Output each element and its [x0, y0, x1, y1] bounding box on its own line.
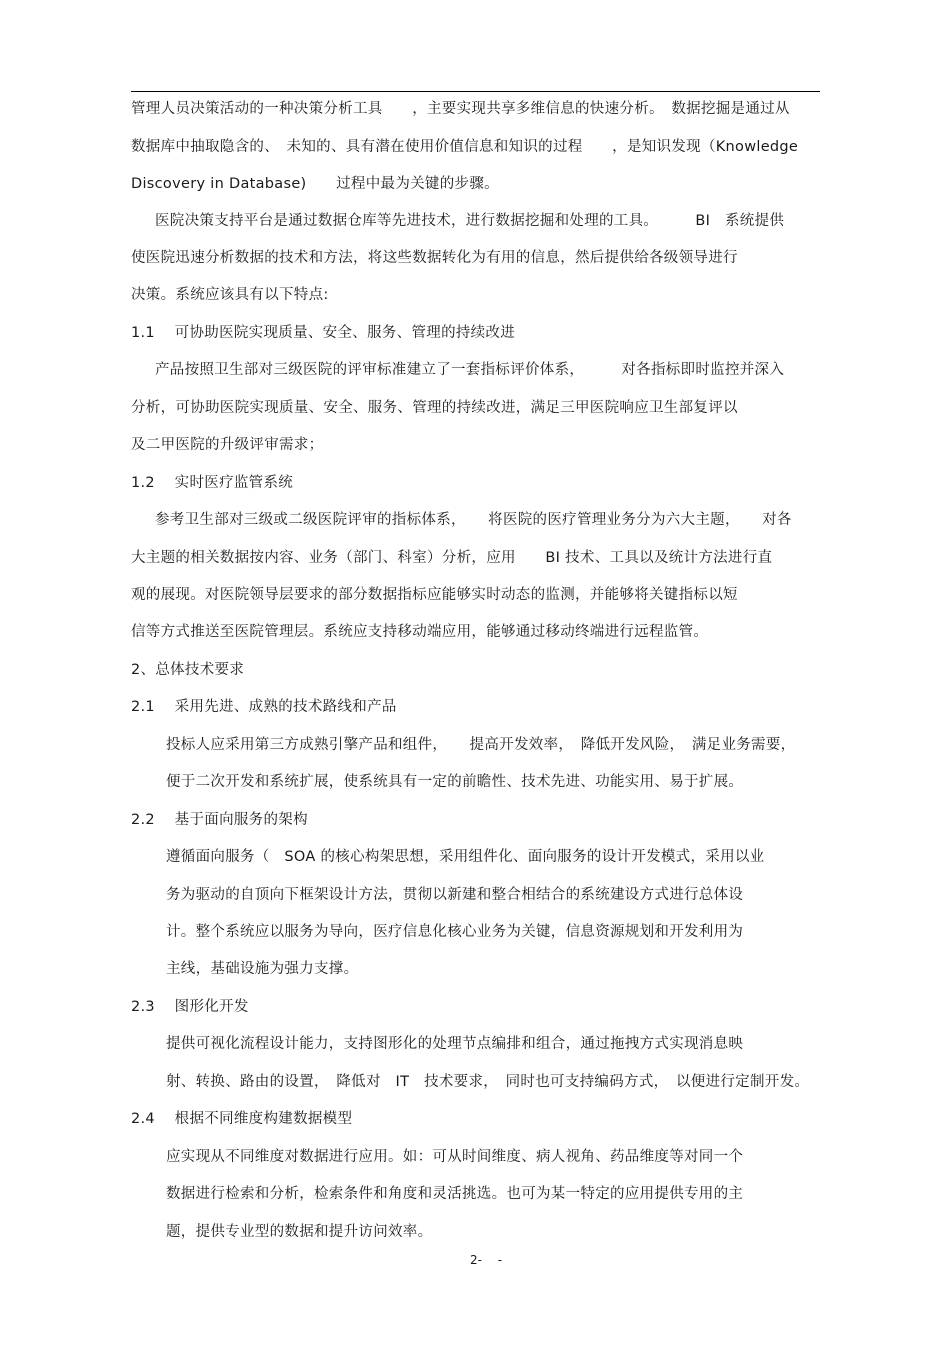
text-line: 大主题的相关数据按内容、业务（部门、科室）分析，应用 BI 技术、工具以及统计方法进行直 [131, 550, 773, 566]
text-line: 医院决策支持平台是通过数据仓库等先进技术，进行数据挖掘和处理的工具。 BI 系统提供 [155, 213, 785, 229]
text-line: 便于二次开发和系统扩展，使系统具有一定的前瞻性、技术先进、功能实用、易于扩展。 [166, 774, 744, 790]
text-line: Discovery in Database) 过程中最为关键的步骤。 [131, 176, 499, 192]
text-line: 决策。系统应该具有以下特点: [131, 287, 329, 303]
text-line: 投标人应采用第三方成熟引擎产品和组件， 提高开发效率， 降低开发风险， 满足业务需要， [166, 737, 796, 753]
text-line: 数据进行检索和分析，检索条件和角度和灵活挑选。也可为某一特定的应用提供专用的主 [166, 1186, 744, 1202]
text-line: 应实现从不同维度对数据进行应用。如：可从时间维度、病人视角、药品维度等对同一个 [166, 1149, 744, 1165]
text-line: 计。整个系统应以服务为导向，医疗信息化核心业务为关键，信息资源规划和开发利用为 [166, 924, 744, 940]
section-heading: 2.1 采用先进、成熟的技术路线和产品 [131, 699, 397, 715]
text-line: 管理人员决策活动的一种决策分析工具 ，主要实现共享多维信息的快速分析。 数据挖掘是通过从 [131, 101, 790, 117]
text-line: 题，提供专业型的数据和提升访问效率。 [166, 1224, 433, 1240]
text-line: 观的展现。对医院领导层要求的部分数据指标应能够实时动态的监测，并能够将关键指标以短 [131, 587, 738, 603]
section-heading: 2.3 图形化开发 [131, 999, 249, 1015]
section-heading: 2、总体技术要求 [131, 662, 245, 678]
page-number: 2- - [470, 1253, 503, 1267]
text-line: 数据库中抽取隐含的、 未知的、具有潜在使用价值信息和知识的过程 ，是知识发现（Knowledge [131, 139, 799, 155]
section-heading: 2.2 基于面向服务的架构 [131, 812, 308, 828]
text-line: 及二甲医院的升级评审需求； [131, 437, 324, 453]
header-rule [131, 91, 820, 92]
section-heading: 1.2 实时医疗监管系统 [131, 475, 294, 491]
text-line: 遵循面向服务（ SOA 的核心构架思想，采用组件化、面向服务的设计开发模式，采用以业 [166, 849, 765, 865]
text-line: 信等方式推送至医院管理层。系统应支持移动端应用，能够通过移动终端进行远程监管。 [131, 624, 709, 640]
section-heading: 1.1 可协助医院实现质量、安全、服务、管理的持续改进 [131, 325, 516, 341]
text-line: 主线，基础设施为强力支撑。 [166, 961, 359, 977]
text-line: 分析，可协助医院实现质量、安全、服务、管理的持续改进，满足三甲医院响应卫生部复评以 [131, 400, 738, 416]
text-line: 提供可视化流程设计能力，支持图形化的处理节点编排和组合，通过拖拽方式实现消息映 [166, 1036, 744, 1052]
section-heading: 2.4 根据不同维度构建数据模型 [131, 1111, 353, 1127]
text-line: 务为驱动的自顶向下框架设计方法，贯彻以新建和整合相结合的系统建设方式进行总体设 [166, 887, 744, 903]
text-line: 使医院迅速分析数据的技术和方法，将这些数据转化为有用的信息，然后提供给各级领导进行 [131, 250, 738, 266]
text-line: 产品按照卫生部对三级医院的评审标准建立了一套指标评价体系， 对各指标即时监控并深入 [155, 362, 785, 378]
text-line: 参考卫生部对三级或二级医院评审的指标体系， 将医院的医疗管理业务分为六大主题， 对各 [155, 512, 792, 528]
text-line: 射、转换、路由的设置， 降低对 IT 技术要求， 同时也可支持编码方式， 以便进行定制开发。 [166, 1074, 810, 1090]
